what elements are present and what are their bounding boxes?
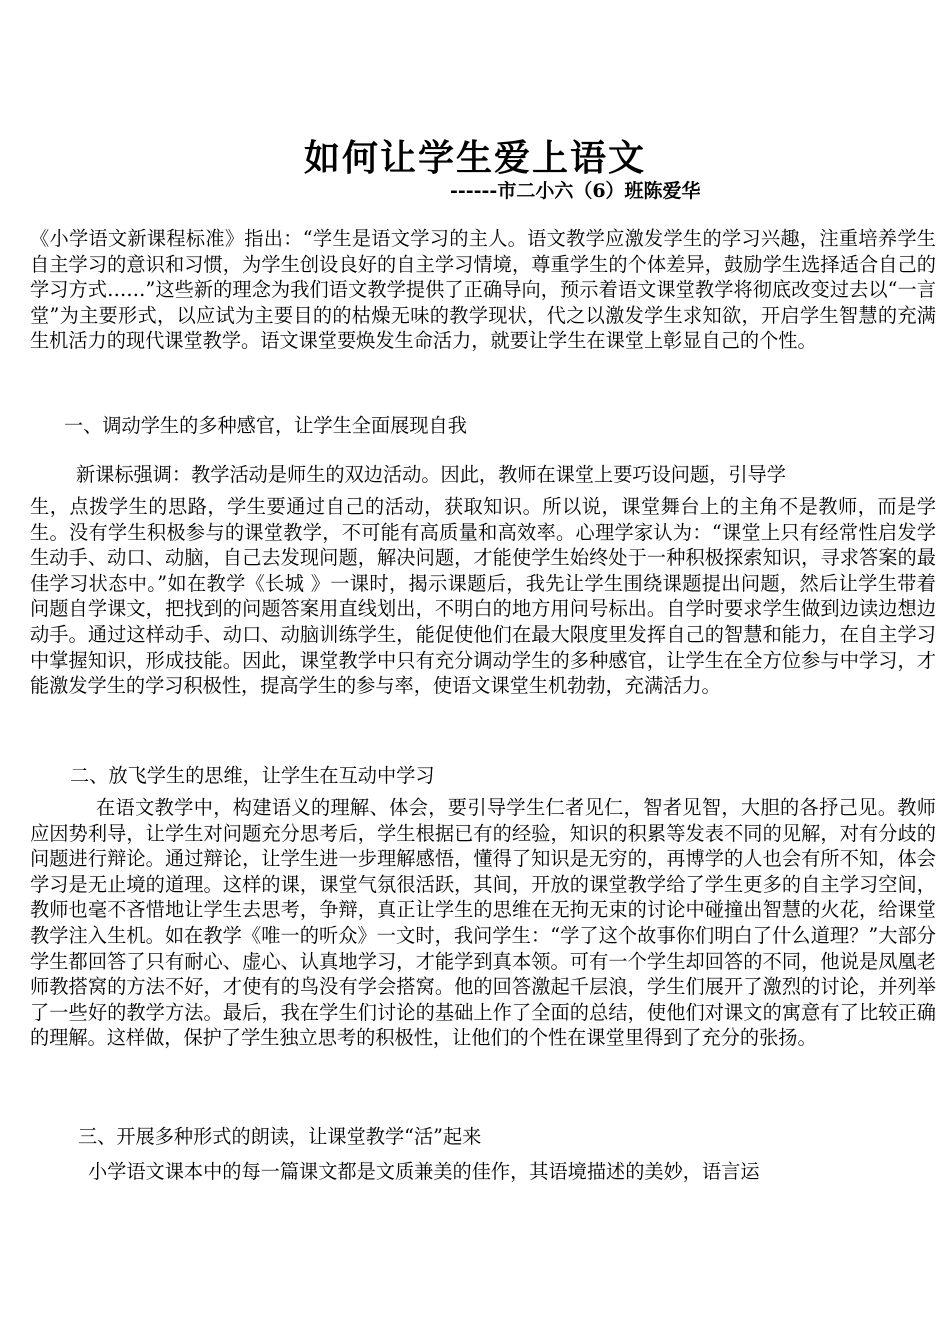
section-1-paragraph: 生，点拨学生的思路，学生要通过自己的活动，获取知识。所以说，课堂舞台上的主角不是教师，而是学生。没有学生积极参与的课堂教学，不可能有高质量和高效率。心理学家认为：“课堂上只有经常性启发学生动手、动口、动脑，自己去发现问题，解决问题，才能使学生始终处于一种积极探索知识，寻求答案的最佳学习状态中。”如在教学《长城 》一课时，揭示课题后，我先让学生围绕课题提出问题，然后让学生带着问题自学课文，把找到的问题答案用直线划出，不明白的地方用问号标出。自学时要求学生做到边读边想边动手。通过这样动手、动口、动脑训练学生，能促使他们在最大限度里发挥自己的智慧和能力，在自主学习中掌握知识，形成技能。因此，课堂教学中只有充分调动学生的多种感官，让学生在全方位参与中学习，才能激发学生的学习积极性，提高学生的参与率，使语文课堂生机勃勃，充满活力。 [30,495,936,698]
section-heading-2: 二、放飞学生的思维，让学生在互动中学习 [70,764,435,787]
document-author: ------市二小六（6）班陈爱华 [450,180,701,202]
section-2-paragraph: 在语文教学中，构建语义的理解、体会，要引导学生仁者见仁，智者见智，大胆的各抒己见。教师应因势利导，让学生对问题充分思考后，学生根据已有的经验，知识的积累等发表不同的见解，对有分歧的问题进行辩论。通过辩论，让学生进一步理解感悟，懂得了知识是无穷的，再博学的人也会有所不知，体会学习是无止境的道理。这样的课，课堂气氛很活跃，其间，开放的课堂教学给了学生更多的自主学习空间，教师也毫不吝惜地让学生去思考，争辩，真正让学生的思维在无拘无束的讨论中碰撞出智慧的火花，给课堂教学注入生机。如在教学《唯一的听众》一文时，我问学生：“学了这个故事你们明白了什么道理？”大部分学生都回答了只有耐心、虚心、认真地学习，才能学到真本领。可有一个学生却回答的不同，他说是凤凰老师教搭窝的方法不好，才使有的鸟没有学会搭窝。他的回答激起千层浪，学生们展开了激烈的讨论，并列举了一些好的教学方法。最后，我在学生们讨论的基础上作了全面的总结，使他们对课文的寓意有了比较正确的理解。这样做，保护了学生独立思考的积极性，让他们的个性在课堂里得到了充分的张扬。 [30,796,936,1050]
document-title: 如何让学生爱上语文 [303,137,646,179]
section-heading-1: 一、调动学生的多种感官，让学生全面展现自我 [64,414,467,437]
section-heading-3: 三、开展多种形式的朗读，让课堂教学“活”起来 [78,1125,482,1148]
section-1-first-line: 新课标强调：教学活动是师生的双边活动。因此，教师在课堂上要巧设问题，引导学 [76,463,786,486]
intro-paragraph: 《小学语文新课程标准》指出：“学生是语文学习的主人。语文教学应激发学生的学习兴趣，注重培养学生自主学习的意识和习惯，为学生创设良好的自主学习情境，尊重学生的个体差异，鼓励学生选择适合自己的学习方式……”这些新的理念为我们语文教学提供了正确导向，预示着语文课堂教学将彻底改变过去以“一言堂”为主要形式，以应试为主要目的的枯燥无味的教学现状，代之以激发学生求知欲，开启学生智慧的充满生机活力的现代课堂教学。语文课堂要焕发生命活力，就要让学生在课堂上彰显自己的个性。 [30,227,936,353]
section-3-paragraph: 小学语文课本中的每一篇课文都是文质兼美的佳作，其语境描述的美妙，语言运 [88,1160,760,1183]
